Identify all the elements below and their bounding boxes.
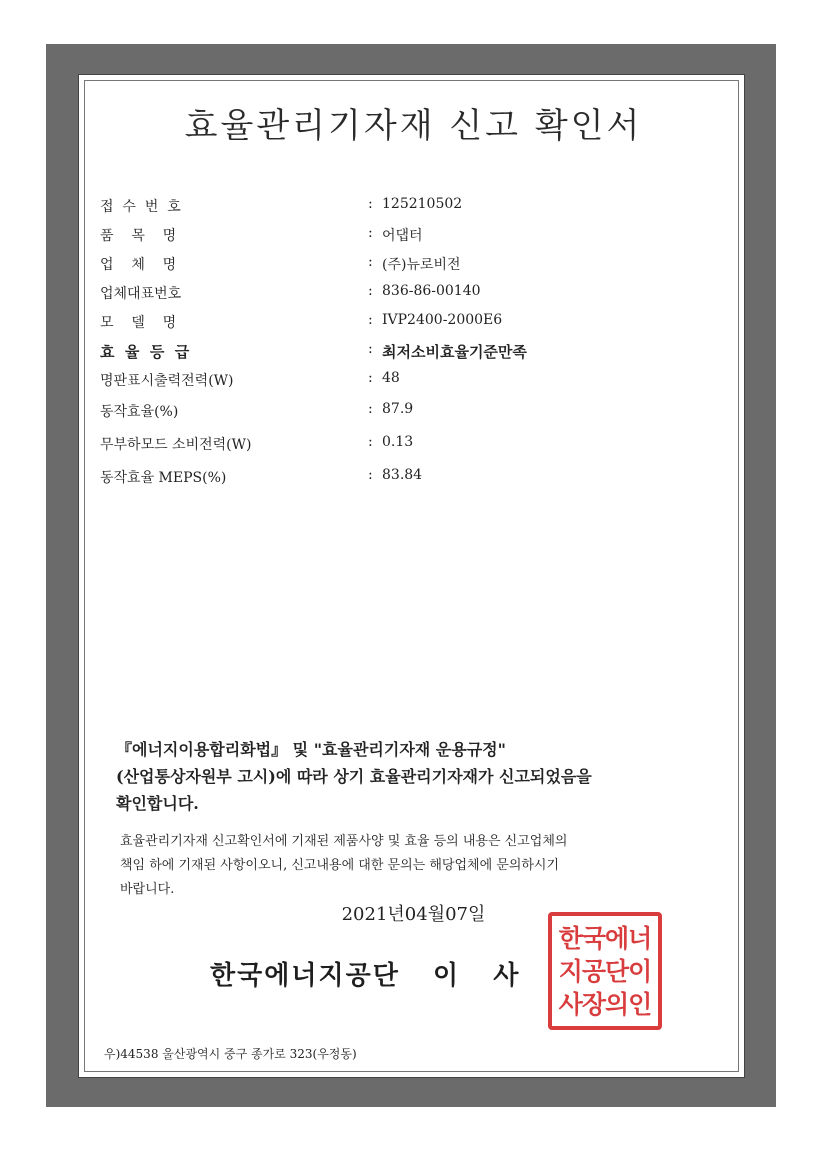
field-colon: : (368, 196, 373, 212)
note-line: 책임 하에 기재된 사항이오니, 신고내용에 대한 문의는 해당업체에 문의하시기 (120, 858, 560, 873)
field-colon: : (368, 370, 373, 386)
field-label: 모 델 명 (100, 315, 177, 331)
field-colon: : (368, 401, 373, 417)
field-row-no-load-power (100, 430, 720, 463)
note-line: 바랍니다. (120, 882, 175, 897)
field-row-model-name (100, 308, 720, 337)
field-colon: : (368, 434, 373, 450)
field-value: 48 (382, 370, 400, 386)
official-seal-stamp (548, 912, 662, 1030)
field-value: (주)뉴로비전 (382, 257, 461, 273)
field-row-efficiency-grade (100, 337, 720, 366)
responsibility-note (120, 830, 720, 902)
field-value: IVP2400-2000E6 (382, 312, 503, 328)
field-colon: : (368, 225, 373, 241)
field-label: 동작효율 MEPS(%) (100, 470, 227, 486)
field-label: 효 율 등 급 (100, 343, 190, 361)
field-value: 어댑터 (382, 228, 423, 244)
issue-date: 2021년04월07일 (341, 904, 486, 925)
field-row-product-name (100, 221, 720, 250)
field-value: 83.84 (382, 467, 423, 483)
seal-text-line: 지공단이 (558, 956, 652, 986)
confirmation-statement (116, 736, 716, 817)
field-row-company-number (100, 279, 720, 308)
note-line: 효율관리기자재 신고확인서에 기재된 제품사양 및 효율 등의 내용은 신고업체의 (120, 834, 568, 849)
field-row-company-name (100, 250, 720, 279)
field-colon: : (368, 467, 373, 483)
field-value: 87.9 (382, 401, 414, 417)
field-value: 최저소비효율기준만족 (382, 343, 527, 361)
field-label: 업 체 명 (100, 257, 177, 273)
seal-text-line: 한국에너 (558, 923, 652, 953)
field-list (100, 192, 720, 492)
seal-text-line: 사장의인 (558, 989, 652, 1019)
field-label: 품 목 명 (100, 228, 177, 244)
field-label: 업체대표번호 (100, 286, 182, 302)
field-label: 무부하모드 소비전력(W) (100, 437, 252, 453)
statement-line: 『에너지이용합리화법』 및 "효율관리기자재 운용규정" (116, 740, 506, 759)
field-value: 836-86-00140 (382, 283, 481, 299)
field-row-operating-efficiency (100, 397, 720, 430)
field-colon: : (368, 254, 373, 270)
statement-line: 확인합니다. (116, 794, 199, 813)
field-colon: : (368, 341, 373, 357)
field-row-receipt-number (100, 192, 720, 221)
field-row-rated-output-power (100, 366, 720, 397)
field-colon: : (368, 283, 373, 299)
field-label: 동작효율(%) (100, 404, 179, 420)
field-value: 125210502 (382, 196, 463, 212)
field-value: 0.13 (382, 434, 414, 450)
field-label: 접 수 번 호 (100, 199, 181, 215)
field-row-efficiency-meps (100, 463, 720, 492)
issuer-address: 우)44538 울산광역시 중구 종가로 323(우정동) (104, 1047, 357, 1061)
field-label: 명판표시출력전력(W) (100, 373, 234, 389)
statement-line: (산업통상자원부 고시)에 따라 상기 효율관리기자재가 신고되었음을 (116, 767, 592, 786)
field-colon: : (368, 312, 373, 328)
issuer-name: 한국에너지공단 이 사 (210, 961, 521, 991)
document-title: 효율관리기자재 신고 확인서 (184, 106, 643, 146)
